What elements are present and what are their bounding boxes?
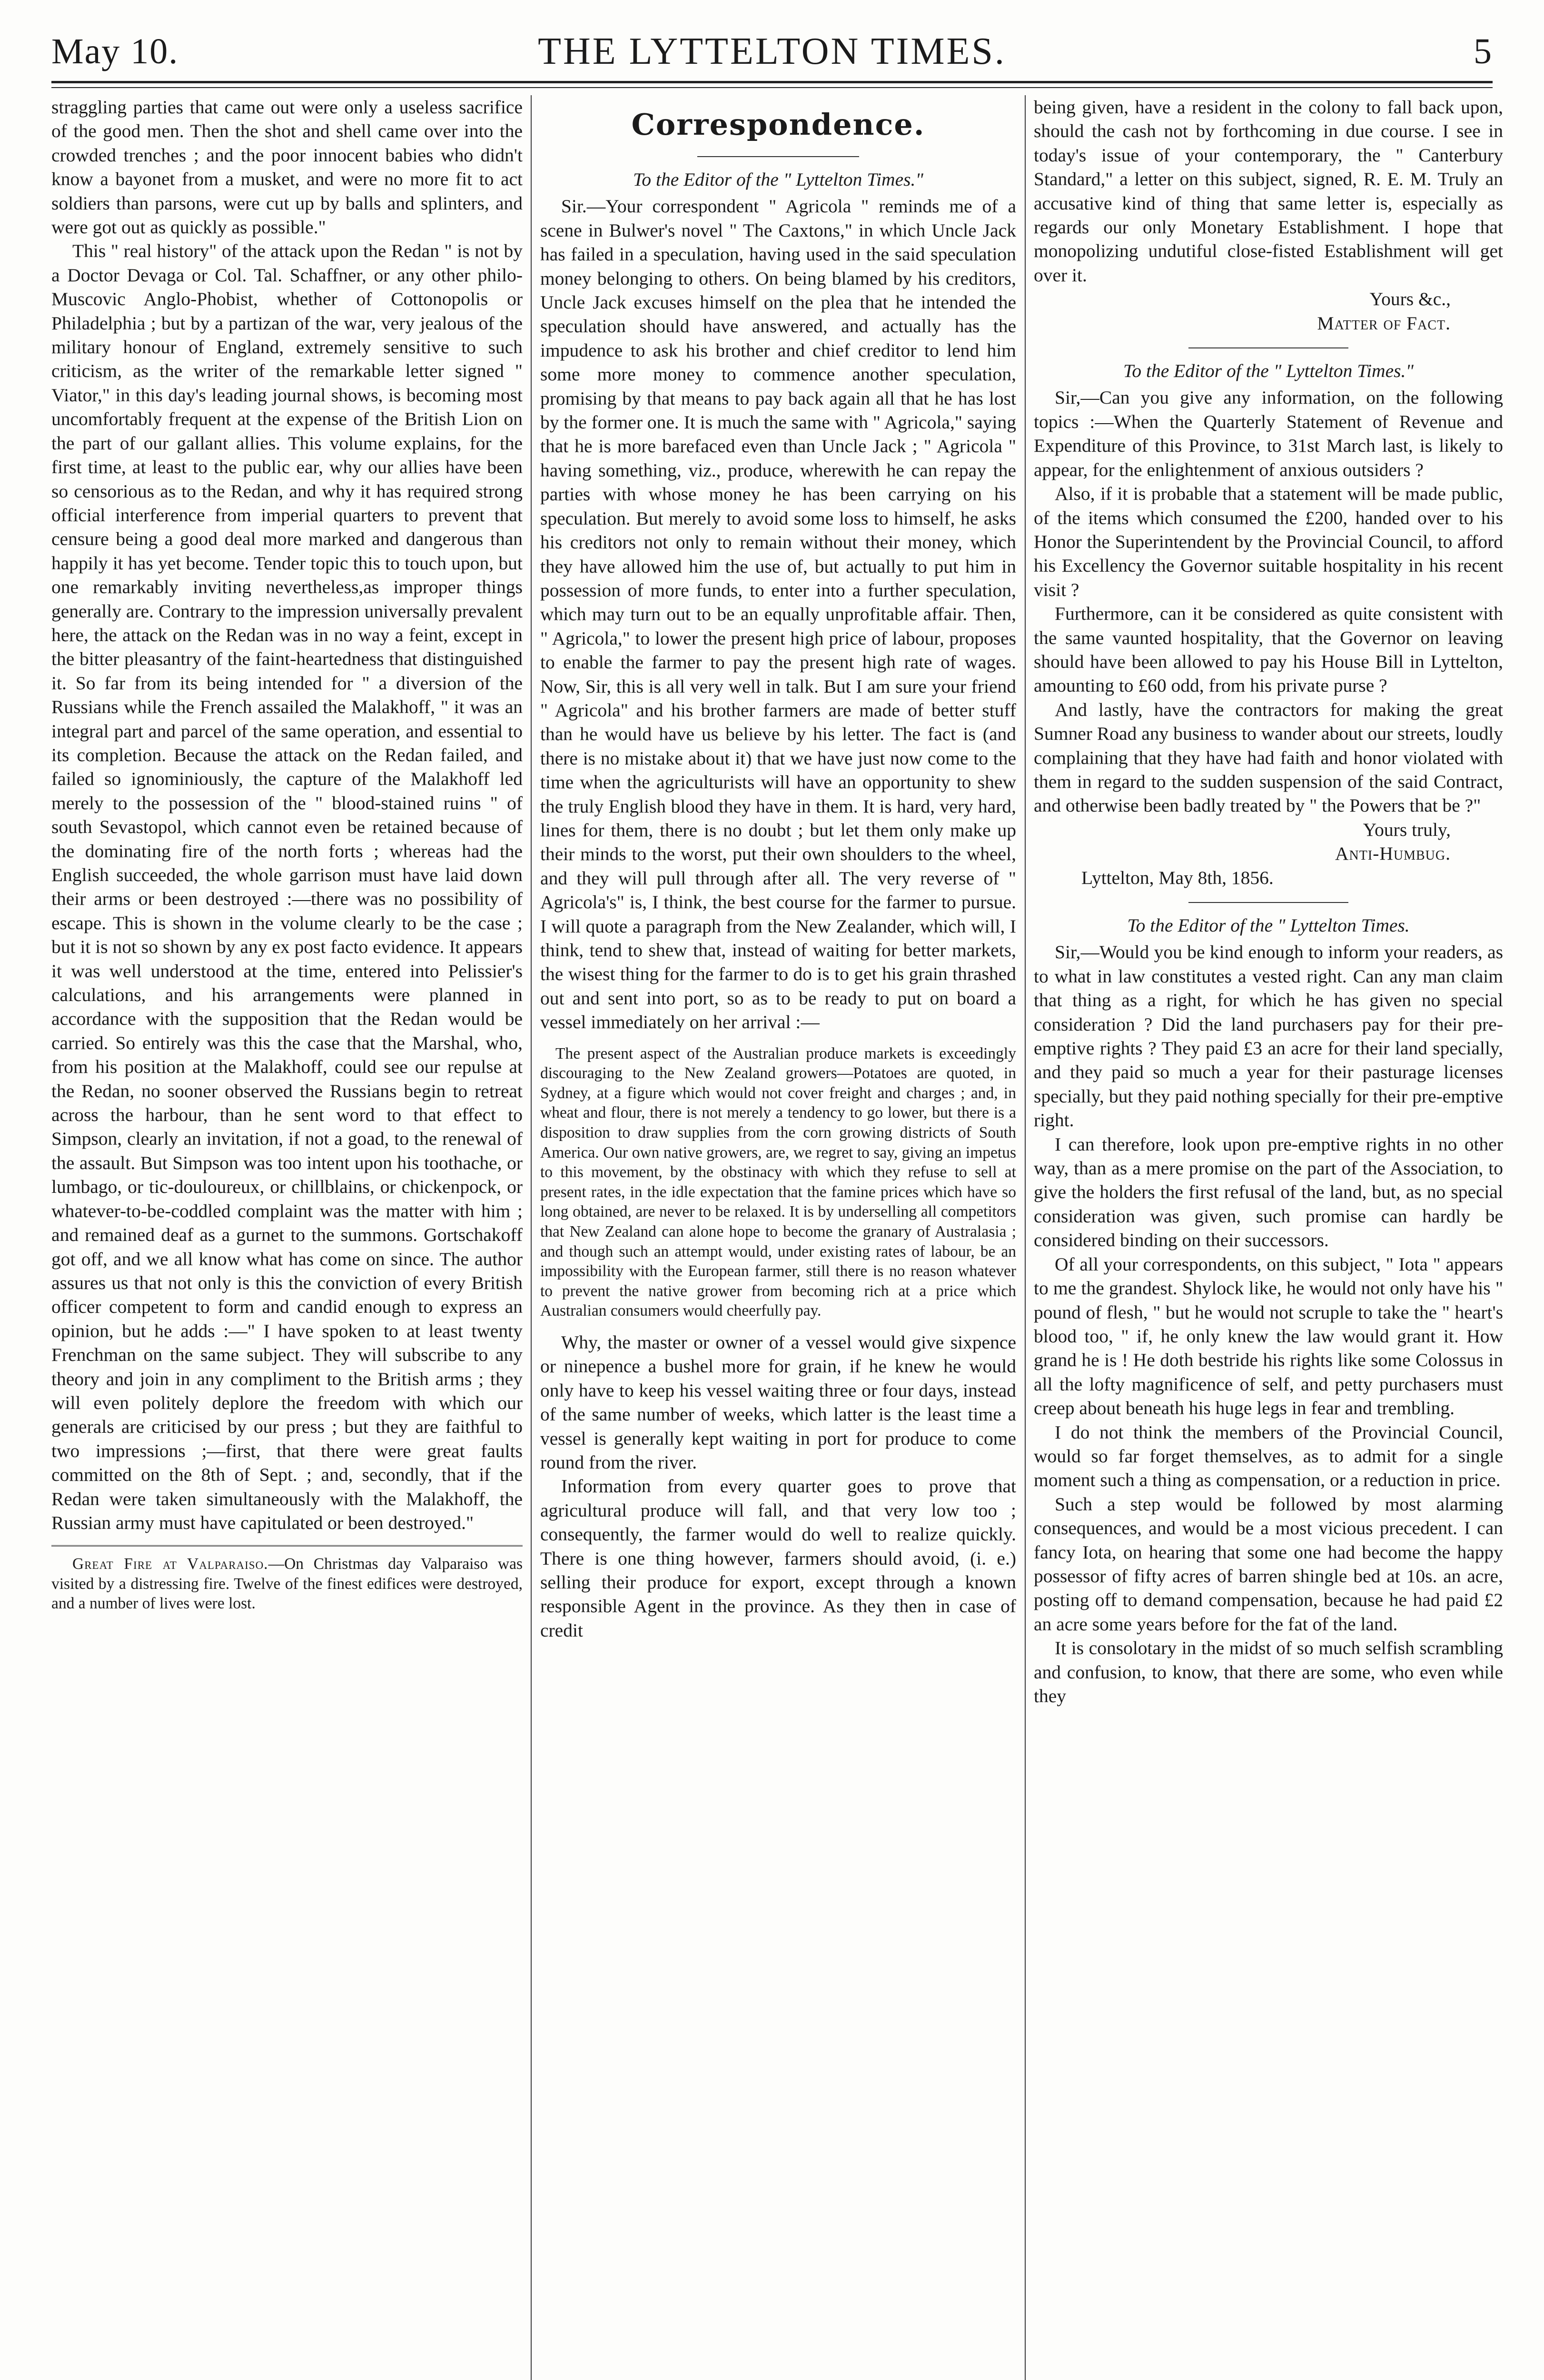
letter-signature: Anti-Humbug. [1335,843,1451,864]
column-3 [1034,95,1503,2380]
section-heading: Correspondence. [631,107,925,142]
issue-date: May 10. [51,31,179,71]
letter-paragraph: Sir,—Can you give any information, on the following topics :—When the Quarterly Statement of Revenue and Expenditure of this Province, to 31st March last, is likely to appear, for the enlightenment of anxious outsiders ? [1034,387,1503,480]
article-paragraph: straggling parties that came out were only a useless sacrifice of the good men. Then the shot and shell came over into the crowded trenches ; and the poor innocent babies who didn't know a bayonet from a musket, and were no more fit to act soldiers than parsons, were cut up by balls and splinters, and were got out as quickly as possible." [51,97,523,238]
letter-salutation: To the Editor of the " Lyttelton Times." [633,169,923,190]
heading-divider [697,156,859,157]
column-rule [531,95,532,2380]
news-item [51,1554,523,1614]
page-number: 5 [1474,31,1493,71]
letter-salutation: To the Editor of the " Lyttelton Times." [1123,360,1414,382]
letter-paragraph: Also, if it is probable that a statement will be made public, of the items which consumed the £200, handed over to his Honor the Superintendent by the Provincial Council, to afford his Excellency the Governor suitable hospitality in his recent visit ? [1034,483,1503,600]
letter-paragraph: Sir.—Your correspondent " Agricola " reminds me of a scene in Bulwer's novel " The Caxtons," in which Uncle Jack has failed in a speculation, having used in the said speculation money belonging to others. On being blamed by his creditors, Uncle Jack excuses himself on the plea that he intended the speculation should have answered, and actually has the impudence to ask his brother and chief creditor to lend him some more money to commence another speculation, promising by that means to pay back again all that he has lost by the former one. It is much the same with " Agricola," saying that he is more barefaced even than Uncle Jack ; " Agricola " having something, viz., produce, wherewith he can repay the parties with whose money he has been carrying on his speculation. But merely to avoid some loss to himself, he asks his creditors not only to remain without their money, which they have allowed him the use of, but actually to put him in possession of more funds, to enter into a further speculation, which may turn out to be an equally unprofitable affair. Then, " Agricola," to lower the present high price of labour, proposes to enable the farmer to pay the present high rate of wages. Now, Sir, this is all very well in talk. But I am sure your friend " Agricola" and his brother farmers are made of better stuff than he would have us believe by his letter. The fact is (and there is no mistake about it) that we have just now come to the time when the agriculturists will have an opportunity to shew the truly English blood they have in them. It is hard, very hard, lines for them, there is no doubt ; but let them only make up their minds to the worst, put their own shoulders to the wheel, and they will pull through after all. The very reverse of " Agricola's" is, I think, the best course for the farmer to pursue. I will quote a paragraph from the New Zealander, which will, I think, tend to shew that, instead of waiting for better markets, the wisest thing for the farmer to do is to get his grain thrashed out and sent into port, so as to be ready to put on board a vessel immediately on her arrival :— [540,196,1016,1033]
article-divider [51,1545,523,1547]
letter-closing: Yours truly, [1363,819,1451,840]
letter-paragraph: being given, have a resident in the colony to fall back upon, should the cash not by forthcoming in due course. I see in today's issue of your contemporary, the " Canterbury Standard," a letter on this subject, signed, R. E. M. Truly an accusative kind of thing that same letter is, especially as regards our only Monetary Establishment. I hope that monopolizing undutiful close-fisted Establishment will get over it. [1034,97,1503,286]
newspaper-title: THE LYTTELTON TIMES. [538,30,1006,72]
letter-closing: Yours &c., [1369,288,1451,310]
letter-divider [1188,347,1348,348]
letter-salutation: To the Editor of the " Lyttelton Times. [1127,915,1410,936]
masthead [51,28,1493,80]
letter-paragraph: Furthermore, can it be considered as quite consistent with the same vaunted hospitality, that the Governor on leaving should have been allowed to pay his House Bill in Lyttelton, amounting to £60 odd, from his private purse ? [1034,603,1503,696]
news-item-heading: Great Fire at Valparaiso. [72,1555,268,1573]
letter-paragraph: I do not think the members of the Provincial Council, would so far forget themselves, as to admit for a single moment such a thing as compensation, or a reduction in price. [1034,1421,1503,1491]
quoted-paragraph: The present aspect of the Australian produce markets is exceedingly discouraging to the New Zealand growers—Potatoes are quoted, in Sydney, at a figure which would not cover freight and charges ; and, in wheat and flour, there is not merely a tendency to go lower, but there is a disposition to draw supplies from the corn growing districts of South America. Our own native growers, are, we regret to say, giving an impetus to this movement, by the obstinacy with which they refuse to sell at present rates, in the idle expectation that the famine prices which have so long obtained, are never to be relaxed. It is by underselling all competitors that New Zealand can alone hope to become the granary of Australasia ; and though such an attempt would, under existing rates of labour, be an impossibility with the European farmer, still there is no reason whatever to prevent the native grower from becoming rich at a price which Australian consumers would cheerfully pay. [540,1044,1016,1320]
letter-paragraph: Information from every quarter goes to prove that agricultural produce will fall, and that very low too ; consequently, the farmer would do well to realize quickly. There is one thing however, farmers should avoid, (i. e.) selling their produce for export, except through a known responsible Agent in the province. As they then in case of credit [540,1476,1016,1641]
letter-paragraph: It is consolotary in the midst of so much selfish scrambling and confusion, to know, that there are some, who even while they [1034,1637,1503,1706]
masthead-rule [51,81,1493,88]
letter-signature: Matter of Fact. [1317,312,1451,334]
letter-paragraph: Why, the master or owner of a vessel would give sixpence or ninepence a bushel more for grain, if he knew he would only have to keep his vessel waiting three or four days, instead of the same number of weeks, which latter is the least time a vessel is generally kept waiting in port for produce to come round from the river. [540,1331,1016,1473]
column-rule [1025,95,1026,2380]
column-1 [51,95,523,2380]
letter-dateline: Lyttelton, May 8th, 1856. [1081,867,1274,888]
letter-paragraph: Of all your correspondents, on this subject, " Iota " appears to me the grandest. Shylock like, he would not only have his " pound of flesh, " but he would not scruple to take the " heart's blood too, " if, he only knew the law would grant it. How grand he is ! He doth bestride his rights like some Colossus in all the lofty magnificence of self, and petty purchasers must creep about beneath his huge legs in fear and trembling. [1034,1253,1503,1419]
letter-paragraph: Sir,—Would you be kind enough to inform your readers, as to what in law constitutes a vested right. Can any man claim that thing as a right, for which he has given no special consideration ? Did the land purchasers pay for their pre-emptive rights ? They paid £3 an acre for their land specially, and they paid so much a year for their pasturage licenses specially, but they paid nothing specially for their pre-emptive right. [1034,942,1503,1131]
letter-divider [1188,902,1348,903]
article-paragraph: This " real history" of the attack upon the Redan " is not by a Doctor Devaga or Col. Tal. Schaffner, or any other philo-Muscovic Anglo-Phobist, whether of Cottonopolis or Philadelphia ; but by a partizan of the war, very jealous of the military honour of England, extremely sensitive to such criticism, as the writer of the remarkable letter signed " Viator," in this day's leading journal shows, is becoming most uncomfortably frequent at the expense of the British Lion on the part of our gallant allies. This volume explains, for the first time, at least to the public ear, why our allies have been so censorious as to the Redan, and why it has required strong official interference from imperial quarters to prevent that censure being a good deal more marked and dangerous than happily it has yet become. Tender topic this to touch upon, but one remarkably inviting nevertheless,as improper things generally are. Contrary to the impression universally prevalent here, the attack on the Redan was in no way a feint, except in the bitter pleasantry of the faint-heartedness that distinguished it. So far from its being intended for " a diversion of the Russians while the French assailed the Malakhoff, " it was an integral part and parcel of the same operation, and essential to its completion. Because the attack on the Redan failed, and failed so ignominiously, the capture of the Malakhoff led merely to the possession of the " blood-stained ruins " of south Sevastopol, which cannot even be retained because of the dominating fire of the north forts ; whereas had the English succeeded, the whole garrison must have laid down their arms or been destroyed :—there was no possibility of escape. This is shown in the volume clearly to be the case ; but it is not so shown by any ex post facto evidence. It appears it was well understood at the time, entered into Pelissier's calculations, and his arrangements were planned in accordance with the supposition that the Redan would be carried. So entirely was this the case that the Marshal, who, from his position at the Malakhoff, could see our repulse at the Redan, no sooner observed the Russians begin to retreat across the harbour, than he sent word to that effect to Simpson, clearly an invitation, if not a goad, to the renewal of the assault. But Simpson was too intent upon his toothache, or lumbago, or tic-douloureux, or chillblains, or chickenpock, or whatever-to-be-coddled complaint was the matter with him ; and remained deaf as a gurnet to the summons. Gortschakoff got off, and we all know what has come on since. The author assures us that not only is this the conviction of every British officer competent to form and candid enough to express an opinion, but he adds :—" I have spoken to at least twenty Frenchman on the same subject. They will subscribe to any theory and join in any compliment to the British arms ; they will even politely deplore the freedom with which our generals are criticised by our press ; but they are faithful to two impressions ;—first, that there were great faults committed on the 8th of Sept. ; and, secondly, that if the Redan were taken simultaneously with the Malakhoff, the Russian army must have capitulated or been destroyed." [51,240,523,1533]
letter-paragraph: And lastly, have the contractors for making the great Sumner Road any business to wander about our streets, loudly complaining that they have had faith and honor violated with them in regard to the sudden suspension of the said Contract, and otherwise been badly treated by " the Powers that be ?" [1034,699,1503,816]
letter-paragraph: I can therefore, look upon pre-emptive rights in no other way, than as a mere promise on the part of the Association, to give the holders the first refusal of the land, but, as no special consideration was given, such promise can hardly be considered binding on their successors. [1034,1133,1503,1251]
column-2 [540,95,1016,2380]
letter-paragraph: Such a step would be followed by most alarming consequences, and would be a most vicious precedent. I can fancy Iota, on hearing that some one had become the happy possessor of fifty acres of barren shingle bed at 10s. an acre, posting off to demand compensation, because he had paid £2 an acre some years before for the fat of the land. [1034,1493,1503,1635]
news-item-text: —On Christmas day Valparaiso was visited by a distressing fire. Twelve of the finest edifices were destroyed, and a number of lives were lost. [51,1555,523,1613]
